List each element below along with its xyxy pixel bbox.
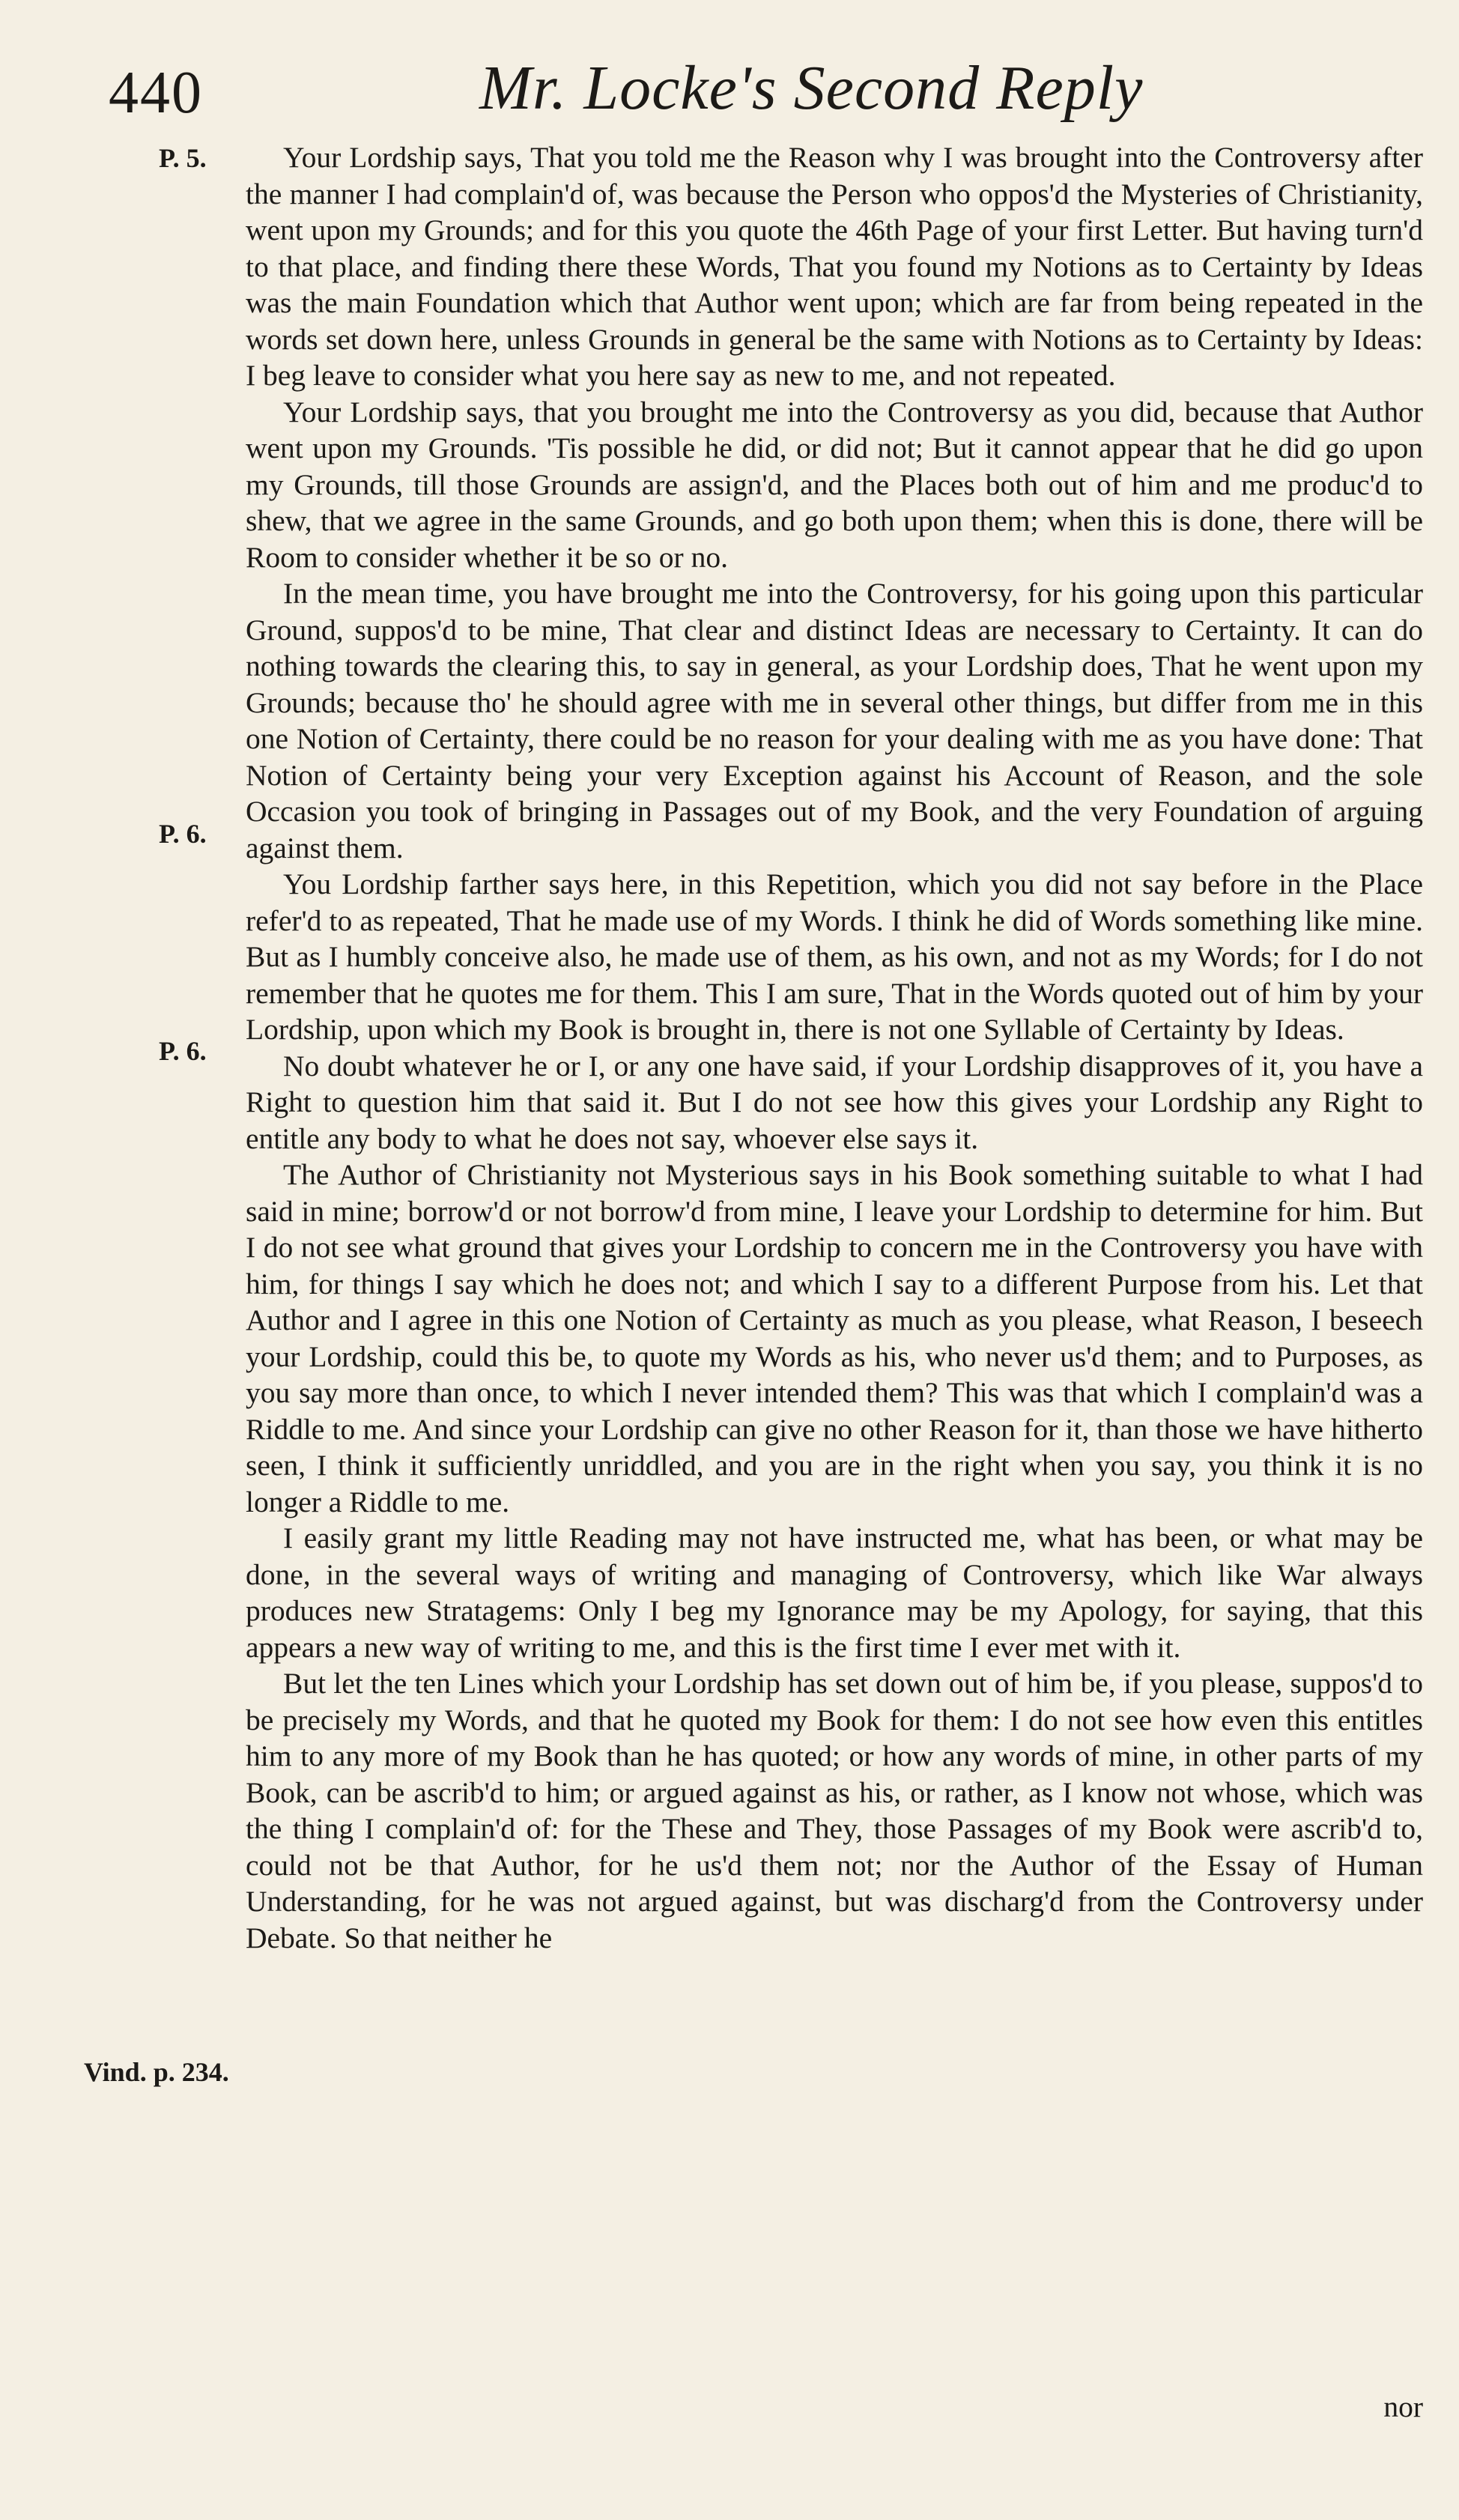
- body-text: [246, 139, 1423, 1956]
- page-header: [0, 46, 1459, 136]
- page-number: 440: [109, 60, 203, 126]
- margin-note: P. 6.: [159, 1036, 207, 1066]
- paragraph: In the mean time, you have brought me into the Controversy, for his going upon this particular Ground, suppos'd to be mine, That clear and distinct Ideas are necessary to Certainty. It can do nothing towards the clearing this, to say in general, as your Lordship does, That he went upon my Grounds; because tho' he should agree with me in several other things, but differ from me in this one Notion of Certainty, there could be no reason for your dealing with me as you have done: That Notion of Certainty being your very Exception against his Account of Reason, and the sole Occasion you took of bringing in Passages out of my Book, and the very Foundation of arguing against them.: [246, 577, 1423, 864]
- margin-note: P. 5.: [159, 143, 207, 173]
- paragraph: But let the ten Lines which your Lordship has set down out of him be, if you please, suppos'd to be precisely my Words, and that he quoted my Book for them: I do not see how even this entitles him to any more of my Book than he has quoted; or how any words of mine, in other parts of my Book, can be ascrib'd to him; or argued against as his, or rather, as I know not whose, which was the thing I complain'd of: for the These and They, those Passages of my Book were ascrib'd to, could not be that Author, for he us'd them not; nor the Author of the Essay of Human Understanding, for he was not argued against, but was discharg'd from the Controversy under Debate. So that neither he: [246, 1667, 1423, 1954]
- paragraph: I easily grant my little Reading may not have instructed me, what has been, or what may be done, in the several ways of writing and managing of Controversy, which like War always produces new Stratagems: Only I beg my Ignorance may be my Apology, for saying, that this appears a new way of writing to me, and this is the first time I ever met with it.: [246, 1521, 1423, 1664]
- running-title: Mr. Locke's Second Reply: [479, 53, 1144, 123]
- paragraph: Your Lordship says, that you brought me into the Controversy as you did, because that Author went upon my Grounds. 'Tis possible he did, or did not; But it cannot appear that he did go upon my Grounds, till those Grounds are assign'd, and the Places both out of him and me produc'd to shew, that we agree in the same Grounds, and go both upon them; when this is done, there will be Room to consider whether it be so or no.: [246, 395, 1423, 574]
- paragraph: You Lordship farther says here, in this Repetition, which you did not say before in the Place refer'd to as repeated, That he made use of my Words. I think he did of Words something like mine. But as I humbly conceive also, he made use of them, as his own, and not as my Words; for I do not remember that he quotes me for them. This I am sure, That in the Words quoted out of him by your Lordship, upon which my Book is brought in, there is not one Syllable of Certainty by Ideas.: [246, 867, 1423, 1046]
- margin-note: Vind. p. 234.: [84, 2057, 229, 2087]
- paragraph: No doubt whatever he or I, or any one have said, if your Lordship disapproves of it, you have a Right to question him that said it. But I do not see how this gives your Lordship any Right to entitle any body to what he does not say, whoever else says it.: [246, 1049, 1423, 1155]
- paragraph: Your Lordship says, That you told me the Reason why I was brought into the Controversy after the manner I had complain'd of, was because the Person who oppos'd the Mysteries of Christianity, went upon my Grounds; and for this you quote the 46th Page of your first Letter. But having turn'd to that place, and finding there these Words, That you found my Notions as to Certainty by Ideas was the main Foundation which that Author went upon; which are far from being repeated in the words set down here, unless Grounds in general be the same with Notions as to Certainty by Ideas: I beg leave to consider what you here say as new to me, and not repeated.: [246, 141, 1423, 392]
- catchword: nor: [1383, 2390, 1423, 2423]
- paragraph: The Author of Christianity not Mysterious says in his Book something suitable to what I had said in mine; borrow'd or not borrow'd from mine, I leave your Lordship to determine for him. But I do not see what ground that gives your Lordship to concern me in the Controversy you have with him, for things I say which he does not; and which I say to a different Purpose from his. Let that Author and I agree in this one Notion of Certainty as much as you please, what Reason, I beseech your Lordship, could this be, to quote my Words as his, who never us'd them; and to Purposes, as you say more than once, to which I never intended them? This was that which I complain'd was a Riddle to me. And since your Lordship can give no other Reason for it, than those we have hitherto seen, I think it sufficiently unriddled, and you are in the right when you say, you think it is no longer a Riddle to me.: [246, 1158, 1423, 1518]
- margin-note: P. 6.: [159, 819, 207, 849]
